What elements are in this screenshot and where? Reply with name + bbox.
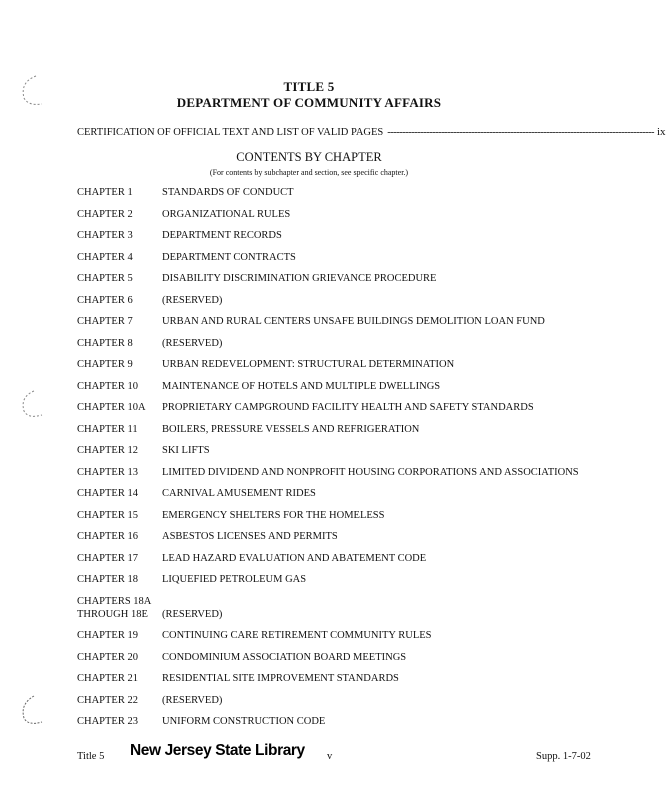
chapter-label: CHAPTER 14 <box>77 488 138 499</box>
dot-leader: ----------------------------------------------------------------------------------------- <box>387 127 654 138</box>
chapter-label: CHAPTER 16 <box>77 531 138 542</box>
certification-page: ix <box>656 126 666 138</box>
chapter-title: URBAN AND RURAL CENTERS UNSAFE BUILDINGS DEMOLITION LOAN FUND <box>162 316 545 327</box>
chapter-title: DEPARTMENT CONTRACTS <box>162 251 296 263</box>
chapter-title: (RESERVED) <box>162 294 223 306</box>
chapter-title: EMERGENCY SHELTERS FOR THE HOMELESS <box>162 509 385 521</box>
page-number: v <box>327 751 333 762</box>
chapter-label: CHAPTER 15 <box>77 509 138 521</box>
chapter-label: CHAPTER 17 <box>77 552 138 564</box>
chapter-title: CONDOMINIUM ASSOCIATION BOARD MEETINGS <box>162 651 407 663</box>
chapter-label: CHAPTER 1 <box>77 187 133 198</box>
chapter-label: CHAPTER 23 <box>77 716 138 727</box>
library-stamp: New Jersey State Library <box>130 742 305 759</box>
chapter-title: DEPARTMENT RECORDS <box>162 230 282 241</box>
chapter-title: URBAN REDEVELOPMENT: STRUCTURAL DETERMINATION <box>162 359 455 370</box>
certification-entry <box>77 126 666 138</box>
chapter-label: CHAPTER 2 <box>77 208 133 220</box>
chapter-title: DISABILITY DISCRIMINATION GRIEVANCE PROCEDURE <box>162 273 437 284</box>
chapter-label: CHAPTER 13 <box>77 466 138 478</box>
chapter-title: (RESERVED) <box>162 337 223 349</box>
chapter-title: (RESERVED) <box>162 694 223 706</box>
chapter-label: CHAPTER 7 <box>77 316 133 327</box>
certification-label: CERTIFICATION OF OFFICIAL TEXT AND LIST OF VALID PAGES <box>77 127 384 138</box>
chapter-title: LIMITED DIVIDEND AND NONPROFIT HOUSING CORPORATIONS AND ASSOCIATIONS <box>162 466 579 478</box>
chapter-label-line1: CHAPTERS 18A <box>77 596 152 607</box>
chapter-label: CHAPTER 3 <box>77 230 133 241</box>
chapter-label: CHAPTER 11 <box>77 423 138 435</box>
footer-title: Title 5 <box>77 751 105 762</box>
chapter-label-line2: THROUGH 18E <box>77 609 148 620</box>
chapter-label: CHAPTER 12 <box>77 445 138 456</box>
supplement-date: Supp. 1-7-02 <box>536 751 591 762</box>
chapter-title: MAINTENANCE OF HOTELS AND MULTIPLE DWELLINGS <box>162 380 441 392</box>
contents-note: (For contents by subchapter and section, see specific chapter.) <box>209 168 409 177</box>
chapter-title: PROPRIETARY CAMPGROUND FACILITY HEALTH AND SAFETY STANDARDS <box>162 402 534 413</box>
contents-heading: CONTENTS BY CHAPTER <box>236 150 382 164</box>
chapter-title: ORGANIZATIONAL RULES <box>162 208 291 220</box>
chapter-title: SKI LIFTS <box>162 445 210 456</box>
chapter-label: CHAPTER 9 <box>77 359 133 370</box>
chapter-label: CHAPTER 21 <box>77 673 138 684</box>
chapter-label: CHAPTER 5 <box>77 273 133 284</box>
chapter-title: BOILERS, PRESSURE VESSELS AND REFRIGERATION <box>162 423 420 435</box>
chapter-label: CHAPTER 6 <box>77 294 133 306</box>
chapter-title: CARNIVAL AMUSEMENT RIDES <box>162 488 316 499</box>
chapter-title: RESIDENTIAL SITE IMPROVEMENT STANDARDS <box>162 673 399 684</box>
chapter-title: (RESERVED) <box>162 609 223 620</box>
chapter-label: CHAPTER 8 <box>77 337 133 349</box>
chapter-title: CONTINUING CARE RETIREMENT COMMUNITY RULES <box>162 630 432 641</box>
chapter-title: ASBESTOS LICENSES AND PERMITS <box>162 531 338 542</box>
chapter-label: CHAPTER 10 <box>77 380 138 392</box>
title-line-2: DEPARTMENT OF COMMUNITY AFFAIRS <box>176 95 442 110</box>
chapter-label: CHAPTER 20 <box>77 651 138 663</box>
title-line-1: TITLE 5 <box>283 79 335 94</box>
chapter-title: LIQUEFIED PETROLEUM GAS <box>162 574 307 585</box>
chapter-label: CHAPTER 22 <box>77 694 138 706</box>
chapter-label: CHAPTER 4 <box>77 251 133 263</box>
chapter-title: UNIFORM CONSTRUCTION CODE <box>162 716 326 727</box>
chapter-label: CHAPTER 19 <box>77 630 138 641</box>
chapter-title: STANDARDS OF CONDUCT <box>162 187 294 198</box>
chapter-label: CHAPTER 18 <box>77 574 138 585</box>
punch-hole-mark-middle <box>14 385 48 425</box>
chapter-title: LEAD HAZARD EVALUATION AND ABATEMENT CODE <box>162 552 427 564</box>
punch-hole-mark-bottom <box>14 690 48 730</box>
chapter-label: CHAPTER 10A <box>77 402 146 413</box>
